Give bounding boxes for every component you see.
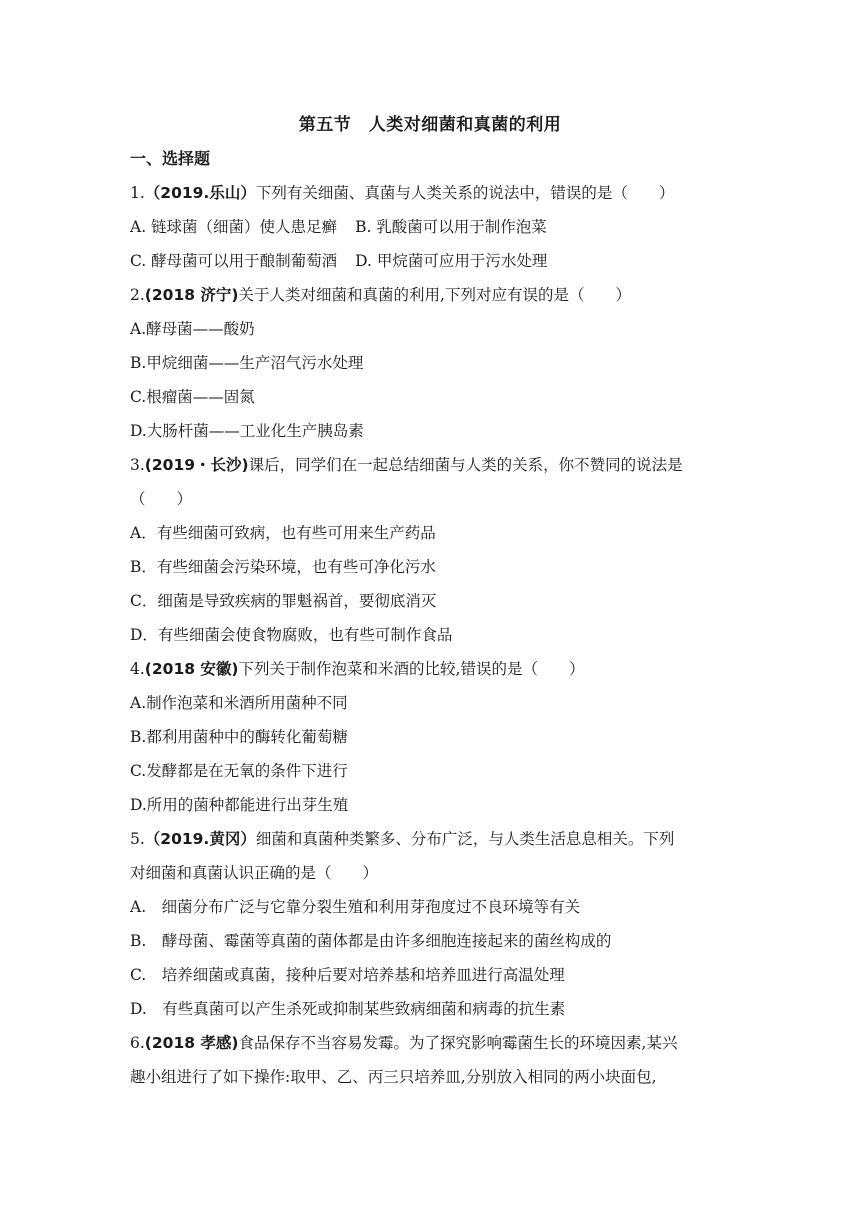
option-b: B.都利用菌种中的酶转化葡萄糖 [130,728,348,746]
question-6-stem [130,1026,740,1060]
option-d: D.大肠杆菌——工业化生产胰岛素 [130,422,364,440]
question-1-options-cd [130,244,740,278]
option-d: D.所用的菌种都能进行出芽生殖 [130,796,349,814]
question-text: 细菌和真菌种类繁多、分布广泛，与人类生活息息相关。下列 [255,830,675,848]
option-d: D. 甲烷菌可应用于污水处理 [355,252,548,270]
option-b: B．有些细菌会污染环境，也有些可净化污水 [130,558,436,576]
question-number: 1. [130,184,145,202]
question-source: （2019.黄冈） [144,830,256,848]
question-text: 课后，同学们在一起总结细菌与人类的关系，你不赞同的说法是 [248,456,683,474]
option-a: A. 链球菌（细菌）使人患足癣 [130,218,338,236]
option-c: C. 酵母菌可以用于酿制葡萄酒 [130,252,338,270]
section-heading: 一、选择题 [130,149,211,168]
option-d: D. 有些真菌可以产生杀死或抑制某些致病细菌和病毒的抗生素 [130,1000,566,1018]
question-2-stem [130,278,740,312]
option-c: C.发酵都是在无氧的条件下进行 [130,762,348,780]
option-a: A．有些细菌可致病，也有些可用来生产药品 [130,524,436,542]
question-1-stem [130,176,740,210]
question-source: (2018 孝感) [144,1034,239,1052]
question-text: 下列关于制作泡菜和米酒的比较,错误的是（ ） [238,660,585,678]
option-b: B. 酵母菌、霉菌等真菌的菌体都是由许多细胞连接起来的菌丝构成的 [130,932,612,950]
question-3-stem [130,448,740,482]
question-text: 关于人类对细菌和真菌的利用,下列对应有误的是（ ） [238,286,631,304]
question-5-stem-cont: 对细菌和真菌认识正确的是（ ） [130,864,379,882]
question-source: （2019.乐山） [144,184,256,202]
question-list [130,176,740,1094]
option-b: B.甲烷细菌——生产沼气污水处理 [130,354,364,372]
question-1-options-ab [130,210,740,244]
question-5-stem [130,822,740,856]
question-number: 6. [130,1034,145,1052]
question-number: 2. [130,286,145,304]
question-number: 3. [130,456,145,474]
option-d: D．有些细菌会使食物腐败，也有些可制作食品 [130,626,453,644]
question-number: 4. [130,660,145,678]
option-c: C．细菌是导致疾病的罪魁祸首，要彻底消灭 [130,592,437,610]
question-text: 下列有关细菌、真菌与人类关系的说法中，错误的是（ ） [255,184,675,202]
question-number: 5. [130,830,145,848]
option-a: A. 细菌分布广泛与它靠分裂生殖和利用芽孢度过不良环境等有关 [130,898,581,916]
question-3-stem-cont: （ ） [130,490,193,508]
option-c: C. 培养细菌或真菌，接种后要对培养基和培养皿进行高温处理 [130,966,565,984]
question-source: (2018 安徽) [144,660,239,678]
option-a: A.酵母菌——酸奶 [130,320,255,338]
question-6-stem-cont: 趣小组进行了如下操作:取甲、乙、丙三只培养皿,分别放入相同的两小块面包, [130,1068,657,1086]
question-text: 食品保存不当容易发霉。为了探究影响霉菌生长的环境因素,某兴 [238,1034,678,1052]
option-b: B. 乳酸菌可以用于制作泡菜 [355,218,547,236]
option-a: A.制作泡菜和米酒所用菌种不同 [130,694,348,712]
question-source: (2018 济宁) [144,286,239,304]
question-source: (2019・长沙) [144,456,249,474]
page-title: 第五节 人类对细菌和真菌的利用 [298,115,562,135]
option-c: C.根瘤菌——固氮 [130,388,255,406]
question-4-stem [130,652,740,686]
